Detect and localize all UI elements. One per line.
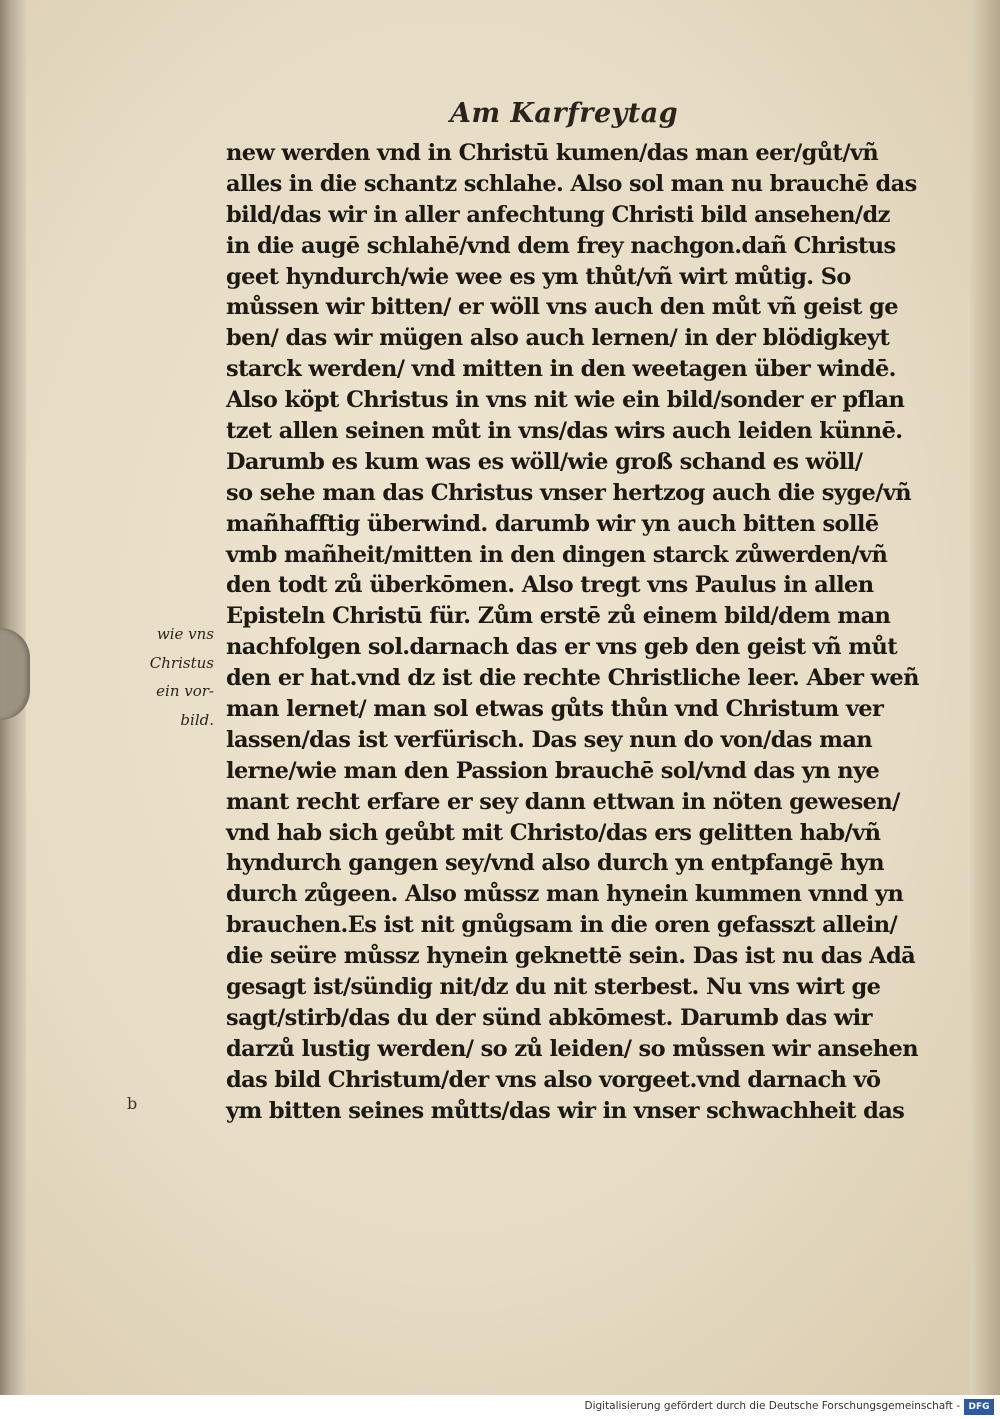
text-line: den todt zů überkōmen. Also tregt vns Paulus in allen	[226, 572, 874, 599]
margin-note-line: Christus	[149, 653, 214, 672]
text-line: Also köpt Christus in vns nit wie ein bild/sonder er pflan	[226, 387, 905, 414]
text-line: Episteln Christū für. Zům erstē zů einem bild/dem man	[226, 603, 891, 630]
page-edge-right	[970, 0, 1000, 1395]
text-line: starck werden/ vnd mitten in den weetagen über windē.	[226, 356, 896, 383]
text-line: ben/ das wir mügen also auch lernen/ in der blödigkeyt	[226, 325, 890, 352]
text-line: den er hat.vnd dz ist die rechte Christliche leer. Aber weñ	[226, 665, 919, 692]
text-line: mañhafftig überwind. darumb wir yn auch bitten sollē	[226, 510, 879, 537]
text-line: sagt/stirb/das du der sünd abkōmest. Darumb das wir	[226, 1004, 872, 1031]
text-line: alles in die schantz schlahe. Also sol man nu brauchē das	[226, 170, 917, 197]
text-line: vmb mañheit/mitten in den dingen starck zůwerden/vñ	[226, 541, 888, 568]
text-line: so sehe man das Christus vnser hertzog auch die syge/vñ	[226, 479, 912, 506]
margin-note	[132, 620, 214, 734]
text-line: bild/das wir in aller anfechtung Christi bild ansehen/dz	[226, 201, 890, 228]
text-line: in die augē schlahē/vnd dem frey nachgon.dañ Christus	[226, 232, 896, 259]
text-line: new werden vnd in Christū kumen/das man eer/gůt/vñ	[226, 140, 879, 166]
text-line: brauchen.Es ist nit gnůgsam in die oren gefasszt allein/	[226, 912, 898, 939]
text-line: geet hyndurch/wie wee es ym thůt/vñ wirt můtig. So	[226, 263, 851, 290]
text-line: die seüre můssz hynein geknettē sein. Das ist nu das Adā	[226, 943, 916, 970]
text-line: tzet allen seinen můt in vns/das wirs auch leiden künnē.	[226, 418, 903, 445]
text-line: vnd hab sich geůbt mit Christo/das ers gelitten hab/vñ	[226, 819, 881, 846]
funding-credit: Digitalisierung gefördert durch die Deutsche Forschungsgemeinschaft -	[584, 1400, 960, 1412]
text-line: gesagt ist/sündig nit/dz du nit sterbest. Nu vns wirt ge	[226, 974, 881, 1001]
text-line: durch zůgeen. Also můssz man hynein kummen vnnd yn	[226, 881, 904, 908]
text-line: Darumb es kum was es wöll/wie groß schand es wöll/	[226, 448, 863, 475]
margin-note-line: ein vor-	[156, 682, 214, 700]
text-line: lassen/das ist verfürisch. Das sey nun do von/das man	[226, 726, 873, 753]
text-line: das bild Christum/der vns also vorgeet.vnd darnach vō	[226, 1066, 881, 1093]
text-line: ym bitten seines můtts/das wir in vnser schwachheit das	[226, 1097, 905, 1124]
running-title: Am Karfreytag	[450, 98, 679, 129]
body-text	[226, 138, 926, 1127]
margin-note-line: bild.	[180, 710, 214, 729]
text-line: mant recht erfare er sey dann ettwan in nöten gewesen/	[226, 788, 900, 815]
text-line: hyndurch gangen sey/vnd also durch yn entpfangē hyn	[226, 850, 885, 877]
margin-note-line: wie vns	[156, 625, 214, 643]
text-line: lerne/wie man den Passion brauchē sol/vnd das yn nye	[226, 757, 880, 784]
text-line: můssen wir bitten/ er wöll vns auch den můt vñ geist ge	[226, 294, 898, 321]
text-line: man lernet/ man sol etwas gůts thůn vnd Christum ver	[226, 696, 884, 723]
text-line: darzů lustig werden/ so zů leiden/ so můssen wir ansehen	[226, 1035, 919, 1062]
signature-mark: b	[127, 1094, 138, 1113]
text-line: nachfolgen sol.darnach das er vns geb den geist vñ můt	[226, 634, 898, 661]
dfg-logo[interactable]: DFG	[964, 1399, 994, 1415]
